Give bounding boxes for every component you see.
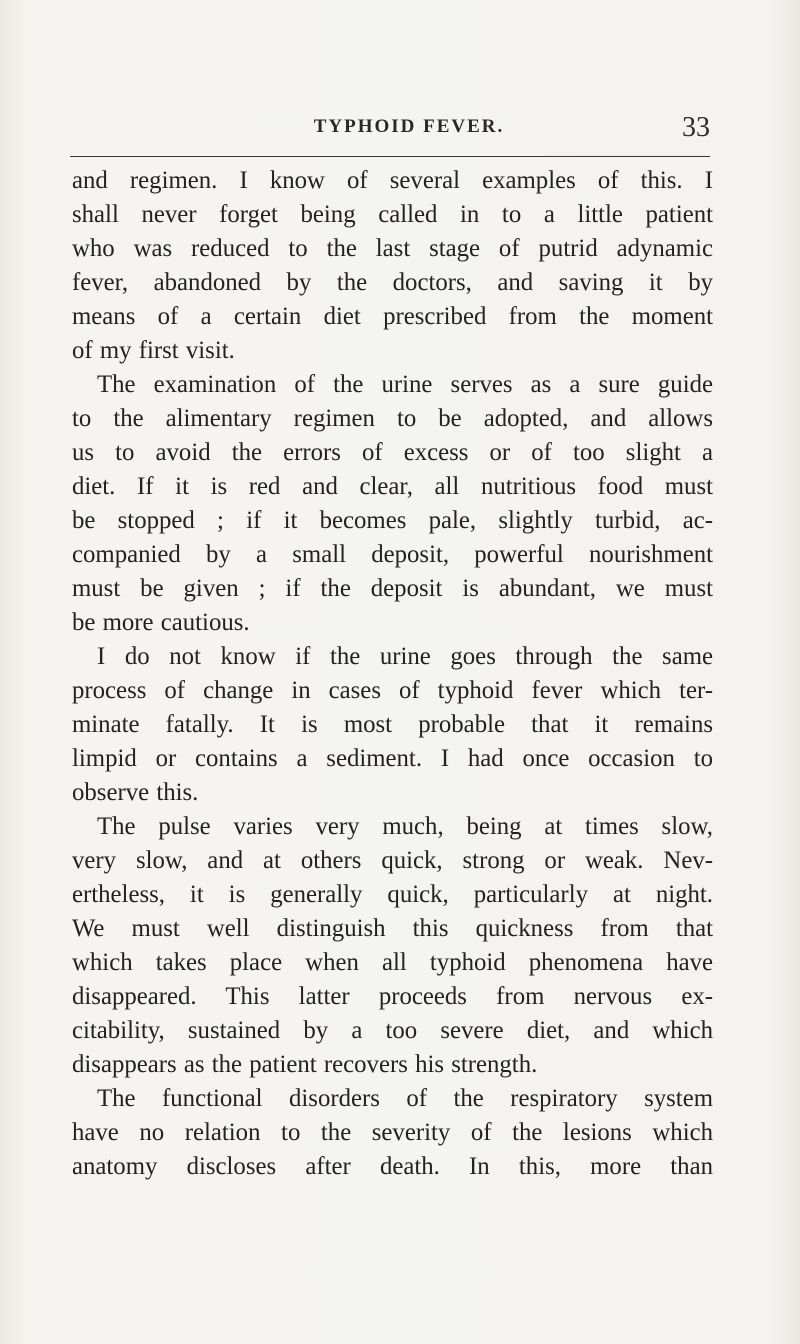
text-line: fever, abandoned by the doctors, and saving it by bbox=[72, 269, 713, 296]
header-rule bbox=[70, 156, 710, 157]
text-line: be stopped ; if it becomes pale, slightly turbid, ac- bbox=[72, 507, 713, 534]
text-line: companied by a small deposit, powerful nourishment bbox=[72, 541, 713, 568]
text-line: which takes place when all typhoid phenomena have bbox=[72, 949, 713, 976]
text-line: process of change in cases of typhoid fever which ter- bbox=[72, 677, 713, 704]
text-line: anatomy discloses after death. In this, more than bbox=[72, 1153, 713, 1180]
text-line: and regimen. I know of several examples of this. I bbox=[72, 167, 713, 194]
page-header bbox=[70, 112, 710, 152]
text-line: limpid or contains a sediment. I had once occasion to bbox=[72, 745, 713, 772]
paragraph-first-line: The pulse varies very much, being at times slow, bbox=[97, 813, 713, 840]
text-line: to the alimentary regimen to be adopted, and allows bbox=[72, 405, 713, 432]
text-line: who was reduced to the last stage of putrid adynamic bbox=[72, 235, 713, 262]
text-line: minate fatally. It is most probable that it remains bbox=[72, 711, 713, 738]
text-line: diet. If it is red and clear, all nutritious food must bbox=[72, 473, 713, 500]
text-line: We must well distinguish this quickness from that bbox=[72, 915, 713, 942]
paragraph-first-line: The examination of the urine serves as a sure guide bbox=[97, 371, 713, 398]
text-line: have no relation to the severity of the lesions which bbox=[72, 1119, 713, 1146]
text-line: disappeared. This latter proceeds from nervous ex- bbox=[72, 983, 713, 1010]
text-line: us to avoid the errors of excess or of too slight a bbox=[72, 439, 713, 466]
paragraph-first-line: The functional disorders of the respiratory system bbox=[97, 1085, 713, 1112]
paragraph-first-line: I do not know if the urine goes through the same bbox=[97, 643, 713, 670]
text-line: be more cautious. bbox=[72, 609, 250, 636]
text-line: of my first visit. bbox=[72, 337, 235, 364]
text-line: disappears as the patient recovers his strength. bbox=[72, 1051, 538, 1078]
text-line: citability, sustained by a too severe diet, and which bbox=[72, 1017, 713, 1044]
body-text bbox=[72, 164, 713, 1184]
running-head: TYPHOID FEVER. bbox=[313, 116, 505, 137]
text-line: observe this. bbox=[72, 779, 199, 806]
text-line: ertheless, it is generally quick, particularly at night. bbox=[72, 881, 713, 908]
page-number: 33 bbox=[682, 112, 710, 143]
text-line: means of a certain diet prescribed from the moment bbox=[72, 303, 713, 330]
text-line: shall never forget being called in to a little patient bbox=[72, 201, 713, 228]
text-line: very slow, and at others quick, strong or weak. Nev- bbox=[72, 847, 713, 874]
text-line: must be given ; if the deposit is abundant, we must bbox=[72, 575, 713, 602]
